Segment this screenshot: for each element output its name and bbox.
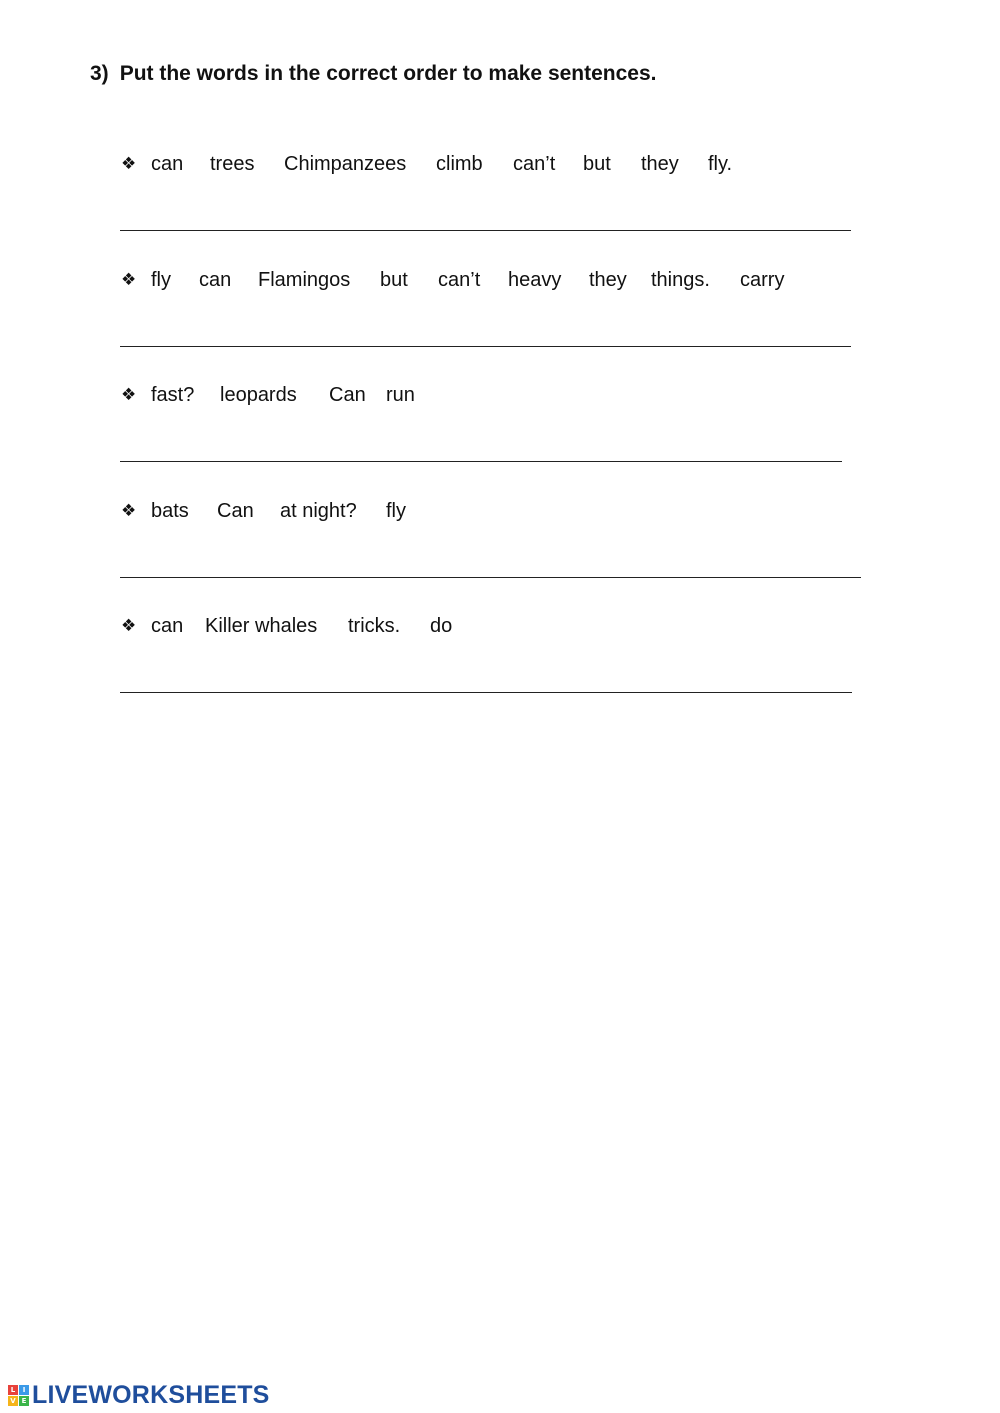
word-tile: Can [329,384,366,406]
logo-block: L [8,1385,18,1395]
word-tile: do [430,615,453,637]
word-tile: Chimpanzees [284,153,407,175]
scrambled-sentence-5 [121,611,881,641]
word-tile: Can [217,500,254,522]
word-tile: can [151,153,184,175]
exercise-number: 3) [90,62,109,85]
word-tile: fast? [151,384,195,406]
word-tile: tricks. [348,615,401,637]
word-tile: bats [151,500,189,522]
bullet-icon: ❖ [121,501,137,521]
liveworksheets-blocks-icon [8,1385,29,1406]
scrambled-sentence-4 [121,496,881,526]
word-tile: heavy [508,269,562,291]
word-tile: they [589,269,627,291]
word-tile: Killer whales [205,615,318,637]
word-tile: trees [210,153,255,175]
word-tile: but [583,153,611,175]
word-tile: can’t [438,269,481,291]
word-tile: can [151,615,184,637]
word-tile: fly. [708,153,733,175]
word-tile: they [641,153,679,175]
scrambled-sentence-1 [121,149,881,179]
word-tile: carry [740,269,785,291]
word-tile: at night? [280,500,357,522]
scrambled-sentence-3 [121,380,881,410]
answer-line-2[interactable] [120,346,851,347]
scrambled-sentence-2 [121,265,881,295]
word-tile: climb [436,153,483,175]
word-tile: fly [386,500,406,522]
word-tile: fly [151,269,171,291]
logo-block: V [8,1396,18,1406]
bullet-icon: ❖ [121,385,137,405]
bullet-icon: ❖ [121,154,137,174]
bullet-icon: ❖ [121,616,137,636]
instruction-text: Put the words in the correct order to make sentences. [119,62,657,85]
word-tile: can [199,269,232,291]
word-tile: run [386,384,415,406]
liveworksheets-logo[interactable] [8,1382,270,1408]
answer-line-4[interactable] [120,577,861,578]
word-tile: but [380,269,408,291]
exercise-instruction [90,62,657,86]
word-tile: can’t [513,153,556,175]
logo-block: E [19,1396,29,1406]
word-tile: Flamingos [258,269,351,291]
answer-line-1[interactable] [120,230,851,231]
answer-line-5[interactable] [120,692,852,693]
logo-text: LIVEWORKSHEETS [32,1381,270,1409]
answer-line-3[interactable] [120,461,842,462]
word-tile: things. [651,269,710,291]
logo-block: I [19,1385,29,1395]
word-tile: leopards [220,384,297,406]
bullet-icon: ❖ [121,270,137,290]
